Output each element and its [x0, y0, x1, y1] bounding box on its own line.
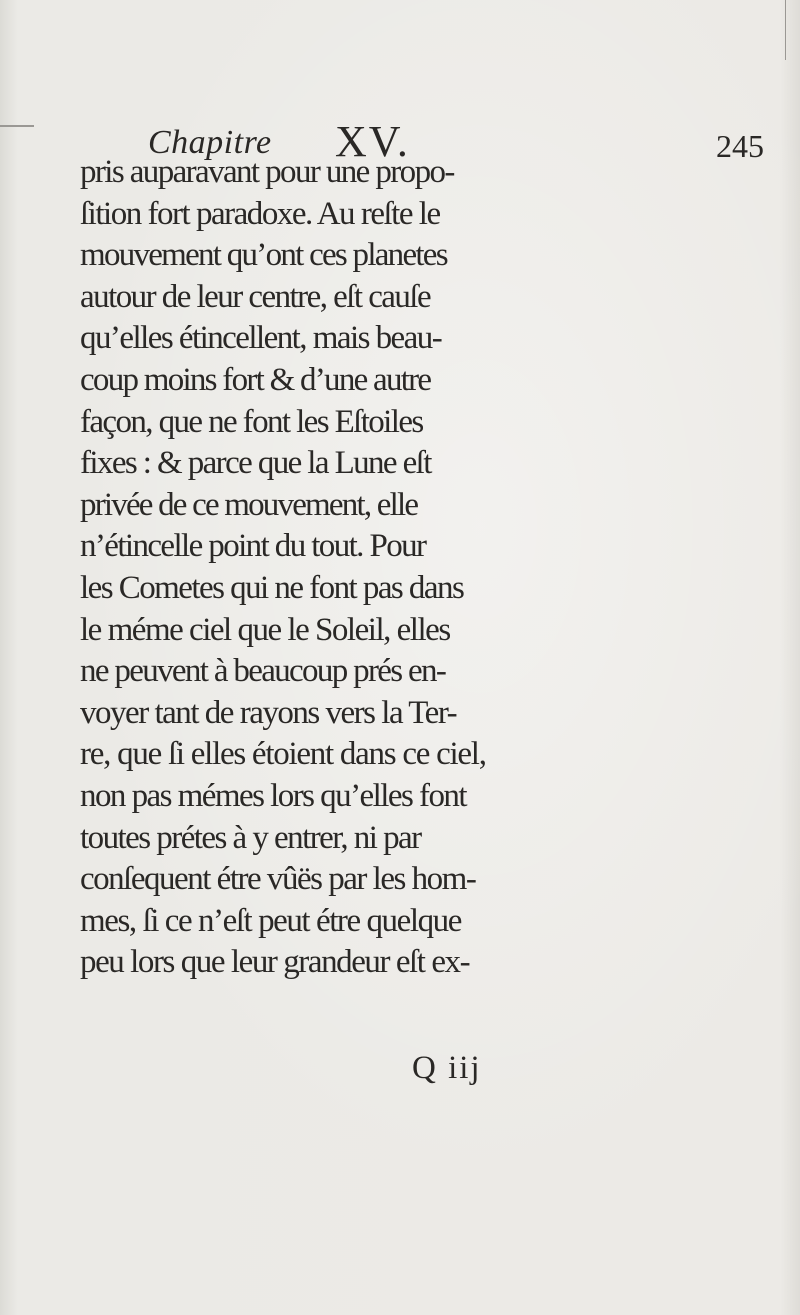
page-number: 245 — [716, 128, 764, 164]
text-line: privée de ce mouvement, elle — [80, 486, 418, 523]
body-text — [80, 152, 780, 984]
text-line: autour de leur centre, eſt cauſe — [80, 278, 431, 315]
right-edge-mark — [785, 0, 786, 60]
text-line: le méme ciel que le Soleil, elles — [80, 611, 450, 648]
text-line: re, que ſi elles étoient dans ce ciel, — [80, 736, 486, 773]
chapter-number: XV. — [335, 117, 410, 166]
text-line: pris auparavant pour une propo- — [80, 154, 454, 190]
signature-mark: Q iij — [412, 1050, 482, 1086]
text-line: fixes : & parce que la Lune eſt — [80, 445, 431, 482]
text-line: toutes prétes à y entrer, ni par — [80, 819, 421, 856]
text-line: ſition fort paradoxe. Au reſte le — [80, 195, 440, 232]
text-line: coup moins fort & d’une autre — [80, 361, 431, 398]
text-line: non pas mémes lors qu’elles font — [80, 777, 466, 814]
text-line: conſequent étre vûës par les hom- — [80, 861, 476, 898]
text-line: les Cometes qui ne font pas dans — [80, 569, 464, 606]
text-line: n’étincelle point du tout. Pour — [80, 528, 426, 565]
text-line: voyer tant de rayons vers la Ter- — [80, 694, 457, 731]
text-line: façon, que ne font les Eſtoiles — [80, 403, 423, 440]
text-line: mouvement qu’ont ces planetes — [80, 237, 447, 274]
text-line: mes, ſi ce n’eſt peut étre quelque — [80, 902, 461, 939]
text-line: peu lors que leur grandeur eſt ex- — [80, 944, 470, 981]
text-line: ne peuvent à beaucoup prés en- — [80, 653, 446, 690]
text-line: qu’elles étincellent, mais beau- — [80, 320, 442, 357]
running-head: Chapitre — [148, 124, 272, 161]
